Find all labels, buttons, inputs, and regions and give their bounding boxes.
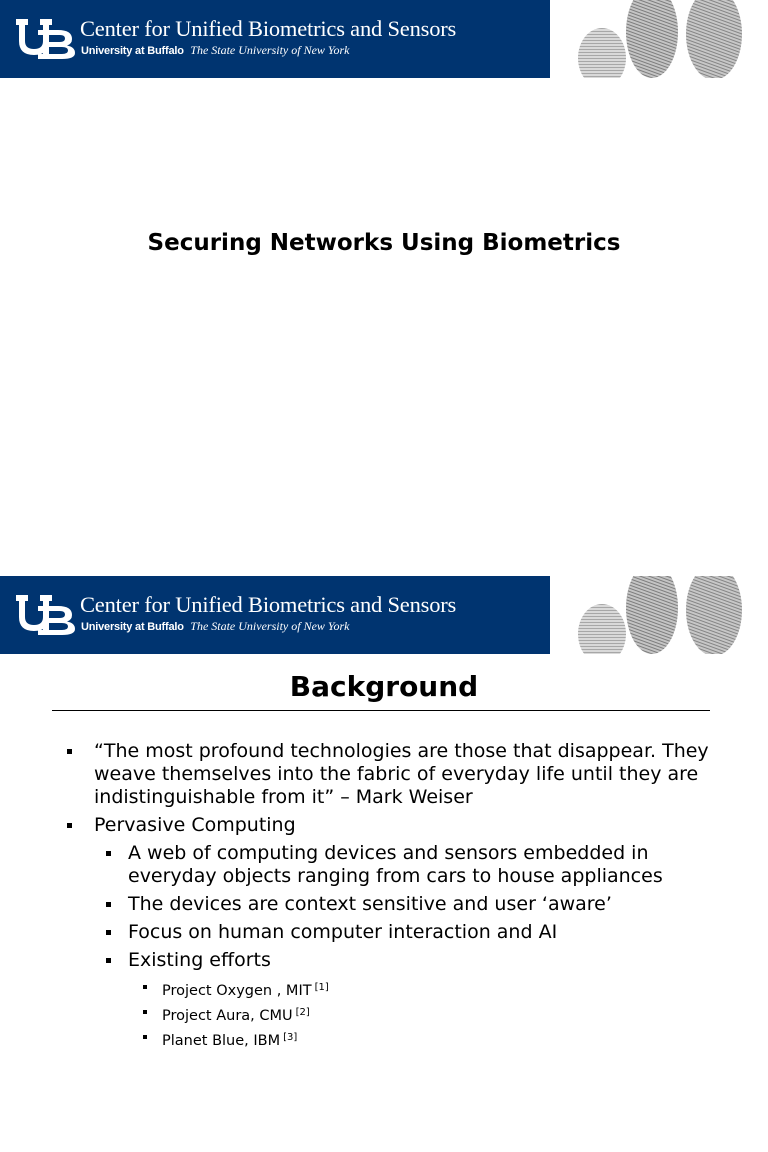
slide-title: Securing Networks Using Biometrics	[147, 230, 621, 256]
university-name: University at Buffalo	[81, 45, 184, 57]
bullet-marker	[106, 851, 111, 856]
bullet-text: Project Aura, CMU	[162, 1008, 293, 1024]
bullet-text: A web of computing devices and sensors embedded in everyday objects ranging from cars to house appliances	[128, 842, 663, 887]
university-tagline: The State University of New York	[190, 619, 350, 633]
fingerprint-icon	[574, 576, 750, 654]
bullet-marker	[67, 749, 72, 754]
bullet-marker	[106, 958, 111, 963]
title-divider	[52, 710, 710, 711]
fingerprint-icon	[574, 0, 750, 78]
bullet-text: Project Oxygen , MIT	[162, 983, 312, 999]
bullet-text: The devices are context sensitive and user ‘aware’	[128, 893, 612, 915]
list-item	[0, 842, 688, 888]
citation: [1]	[314, 982, 329, 993]
bullet-list	[0, 740, 768, 1052]
list-item	[0, 814, 768, 837]
university-line	[81, 43, 349, 58]
bullet-marker	[106, 930, 111, 935]
bullet-marker	[143, 1010, 147, 1014]
list-item	[0, 893, 688, 916]
bullet-marker	[143, 985, 147, 989]
list-item	[0, 740, 768, 809]
center-name: Center for Unified Biometrics and Sensors	[80, 592, 457, 617]
center-name: Center for Unified Biometrics and Sensors	[80, 16, 457, 41]
citation: [2]	[295, 1007, 310, 1018]
list-item	[0, 977, 768, 1002]
list-item	[0, 1002, 768, 1027]
header-banner	[0, 576, 550, 654]
list-item	[0, 1027, 768, 1052]
bullet-text: “The most profound technologies are those that disappear. They weave themselves into the fabric of everyday life until they are indistinguishable from it” – Mark Weiser	[94, 740, 709, 808]
list-item	[0, 949, 688, 972]
header-banner	[0, 0, 550, 78]
bullet-marker	[143, 1035, 147, 1039]
bullet-marker	[67, 823, 72, 828]
bullet-text: Focus on human computer interaction and AI	[128, 921, 558, 943]
bullet-text: Pervasive Computing	[94, 814, 296, 836]
university-tagline: The State University of New York	[190, 43, 350, 57]
bullet-text: Existing efforts	[128, 949, 271, 971]
university-name: University at Buffalo	[81, 621, 184, 633]
citation: [3]	[283, 1032, 298, 1043]
bullet-marker	[106, 902, 111, 907]
university-line	[81, 619, 349, 634]
ub-logo-icon	[14, 593, 78, 635]
ub-logo-icon	[14, 17, 78, 59]
bullet-text: Planet Blue, IBM	[162, 1033, 281, 1049]
list-item	[0, 921, 688, 944]
slide-title: Background	[289, 670, 479, 703]
background-slide	[0, 576, 768, 1152]
